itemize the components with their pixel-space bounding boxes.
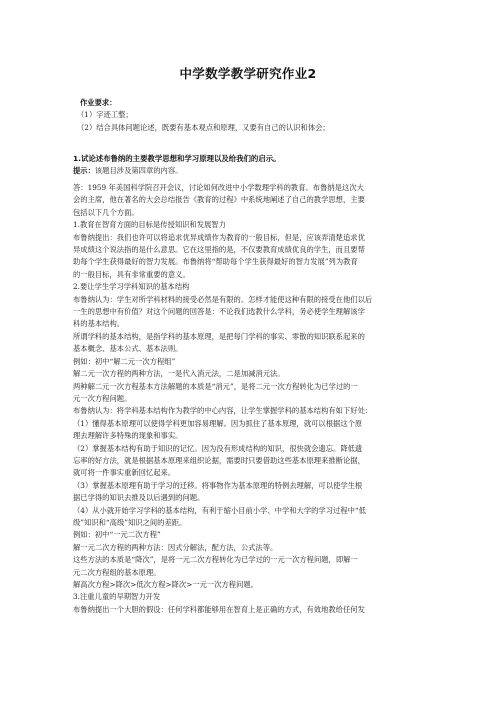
answer-body xyxy=(73,182,433,616)
body-line: 这些方法的本质是“降次”，是将一元二次方程转化为已学过的一元一次方程问题，即解一 xyxy=(73,555,358,565)
body-line: 包括以下几个方面。 xyxy=(73,207,139,217)
body-line: 据已学得的知识去推及以后遇到的问题。 xyxy=(73,493,205,503)
document-title: 中学数学教学研究作业2 xyxy=(179,66,317,81)
body-line: 忘率的好方法，就是根据基本原理来组织论据，需要时只要借助这些基本原理来推断论据， xyxy=(73,455,365,465)
body-line: 助每个学生获得最好的智力发展。布鲁纳将“帮助每个学生获得最好的智力发展”列为教育 xyxy=(73,257,358,267)
body-line: 布鲁纳认为：将学科基本结构作为教学的中心内容，让学生掌握学科的基本结构有如下好处： xyxy=(73,406,373,416)
question-heading: 1.试论述布鲁纳的主要教学思想和学习原理以及给我们的启示。 xyxy=(73,154,281,163)
body-line: 就可将一件事实重新回忆起来。 xyxy=(73,468,176,478)
body-line: 元二次方程组的基本原理。 xyxy=(73,567,161,577)
requirement-item-2: （2）结合具体问题论述，既要有基本观点和原理，又要有自己的认识和体会； xyxy=(77,122,330,132)
body-line: 级”知识和“高级”知识之间的差距。 xyxy=(73,517,187,527)
body-line: 答：1959 年美国科学院召开会议，讨论如何改进中小学数理学科的教育。布鲁纳是这次大 xyxy=(73,183,364,192)
requirements-section xyxy=(73,97,433,134)
body-line: （4）从小就开始学习学科的基本结构，有利于缩小目前小学、中学和大学的学习过程中“低 xyxy=(73,505,366,515)
body-line: 3.注重儿童的早期智力开发 xyxy=(73,592,161,602)
body-line: 例如：初中“一元二次方程” xyxy=(73,530,161,540)
body-line: 所谓学科的基本结构，是指学科的基本原理，是把每门学科的事实、零散的知识联系起来的 xyxy=(73,331,365,341)
body-line: 解二元一次方程的两种方法，一是代入消元法，二是加减消元法。 xyxy=(73,369,285,379)
body-line: （3）掌握基本原理有助于学习的迁移。将事物作为基本原理的特例去理解，可以使学生根 xyxy=(73,480,363,490)
body-line: 布鲁纳提出一个大胆的假设：任何学科都能够用在智育上是正确的方式，有效地教给任何发 xyxy=(73,604,365,614)
body-line: 例如：初中“解二元一次方程组” xyxy=(73,356,176,366)
body-line: 布鲁纳提出：我们也许可以将追求优异成绩作为教育的一般目标，但是，应该弄清楚追求优 xyxy=(73,232,365,242)
body-line: 2.要让学生学习学科知识的基本结构 xyxy=(73,282,190,292)
body-line: 元一次方程问题。 xyxy=(73,393,132,403)
requirement-item-1: （1）字迹工整； xyxy=(77,110,133,120)
body-line: 解一元二次方程的两种方法：因式分解法，配方法，公式法等。 xyxy=(73,542,278,552)
body-line: （1）懂得基本原理可以使得学科更加容易理解。因为抓住了基本原理，就可以根据这个原 xyxy=(73,418,363,428)
hint-text: 该题目涉及第四章的内容。 xyxy=(94,166,183,176)
body-line: （2）掌握基本结构有助于知识的记忆。因为没有形成结构的知识，很快就会遗忘。降低遗 xyxy=(73,443,363,453)
body-line: 异成绩这个说法指的是什么意思。它在这里指的是，不仅要教育成绩优良的学生，而且要帮 xyxy=(73,245,365,255)
body-line: 解高次方程>降次>低次方程>降次>一元一次方程问题。 xyxy=(73,580,258,589)
body-line: 一生的思想中有价值？对这个问题的回答是：不论我们选教什么学科，务必使学生理解该学 xyxy=(73,307,365,317)
body-line: 科的基本结构。 xyxy=(73,319,125,329)
body-line: 理去理解许多特殊的现象和事实。 xyxy=(73,431,183,441)
body-line: 两种解二元一次方程基本方法解题的本质是“消元”，是将二元一次方程转化为已学过的一 xyxy=(73,381,358,391)
body-line: 布鲁纳认为：学生对所学科材料的接受必然是有限的。怎样才能使这种有限的接受在他们以后 xyxy=(73,294,373,304)
hint-label: 提示： xyxy=(73,166,95,176)
body-line: 1.教育在智育方面的目标是传授知识和发展智力 xyxy=(73,220,226,230)
body-line: 会的主席，他在著名的大会总结报告《教育的过程》中系统地阐述了自己的教学思想，主要 xyxy=(73,195,365,205)
body-line: 的一般目标，具有非常重要的意义。 xyxy=(73,269,190,279)
question-section xyxy=(73,153,433,178)
hint-line xyxy=(73,165,433,177)
requirements-label: 作业要求： xyxy=(80,98,117,107)
body-line: 基本概念、基本公式、基本法则。 xyxy=(73,344,183,354)
